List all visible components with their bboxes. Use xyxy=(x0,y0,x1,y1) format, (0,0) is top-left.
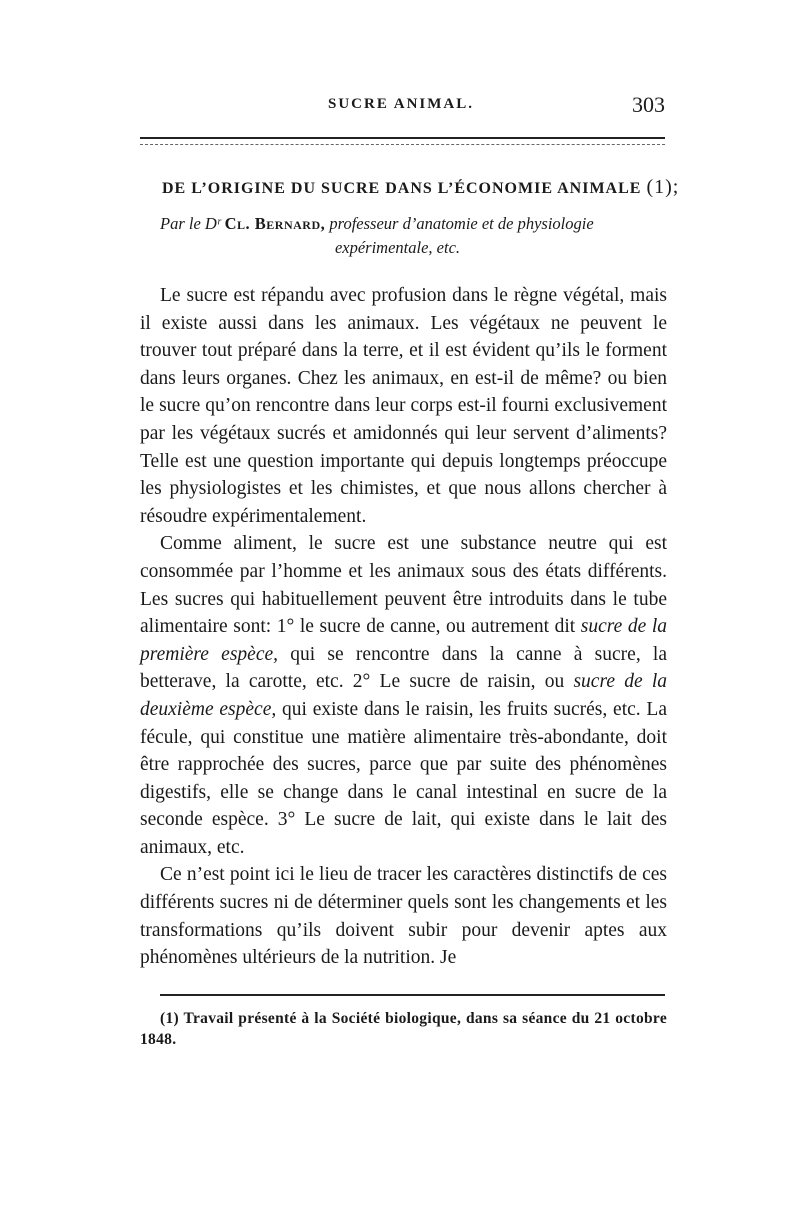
footnote-reference: (1); xyxy=(646,176,680,198)
paragraph-2-text-c: qui existe dans le raisin, les fruits sucrés, etc. La fécule, qui constitue une matière alimentaire très-abondante, doit être rapprochée des sucres, parce que par suite des phénomènes digestifs, elle se change dans le canal intestinal en sucre de la seconde espèce. 3° Le sucre de lait, qui existe dans le lait des animaux, etc. xyxy=(140,698,667,858)
paragraph-2-text-b: qui se rencontre dans la canne à sucre, la betterave, la carotte, etc. 2° Le sucre de raisin, ou xyxy=(140,643,668,693)
running-head xyxy=(140,92,665,122)
header-rule-dashed xyxy=(140,144,665,145)
byline-affiliation: expérimentale, etc. xyxy=(334,238,461,257)
italic-term-second-species: sucre de la deuxième espèce, xyxy=(140,671,667,720)
footnote-text: (1) Travail présenté à la Société biologique, dans sa séance du 21 octobre 1848. xyxy=(140,1010,667,1048)
article-title-text: DE L’ORIGINE DU SUCRE DANS L’ÉCONOMIE ANIMALE xyxy=(162,180,642,197)
footnote xyxy=(140,1008,667,1050)
author-name: Cl. Bernard, xyxy=(224,214,326,233)
byline-prefix: Par le Dʳ xyxy=(160,214,225,233)
header-rule xyxy=(140,137,665,139)
page-number: 303 xyxy=(632,92,665,117)
paragraph-2 xyxy=(140,530,667,861)
paragraph-3: Ce n’est point ici le lieu de tracer les caractères distinctifs de ces différents sucres ni de déterminer quels sont les changements et les transformations qu’ils doivent subir pour devenir aptes aux phénomènes ultérieurs de la nutrition. Je xyxy=(140,864,667,969)
paragraph-1: Le sucre est répandu avec profusion dans le règne végétal, mais il existe aussi dans les animaux. Les végétaux ne peuvent le trouver tout préparé dans la terre, et il est évident qu’ils le forment dans leurs organes. Chez les animaux, en est-il de même? ou bien le sucre qu’on rencontre dans leur corps est-il fourni exclusivement par les végétaux sucrés et amidonnés qui leur servent d’aliments? Telle est une question importante qui depuis longtemps préoccupe les physiologistes et les chimistes, et que nous allons chercher à résoudre expérimentalement. xyxy=(140,285,667,527)
byline-suffix: professeur d’anatomie et de physiologie xyxy=(325,214,594,233)
running-title: SUCRE ANIMAL. xyxy=(328,96,475,112)
italic-term-first-species: sucre de la première espèce, xyxy=(140,616,667,665)
byline xyxy=(160,212,665,260)
article-title xyxy=(162,176,679,199)
footnote-rule xyxy=(160,994,665,996)
body-text xyxy=(140,282,667,972)
paragraph-2-text-a: Comme aliment, le sucre est une substance neutre qui est consommée par l’homme et les animaux sous des états différents. Les sucres qui habituellement peuvent être introduits dans le tube alimentaire sont: 1° le sucre de canne, ou autrement dit xyxy=(140,533,667,638)
